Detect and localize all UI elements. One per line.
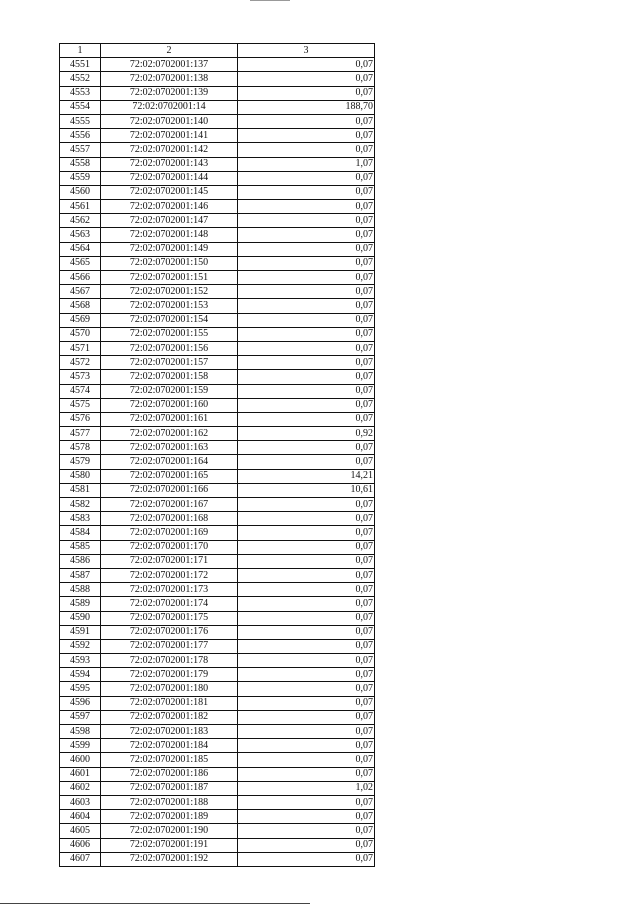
table-row [60,639,375,653]
row-number: 4564 [60,242,101,256]
area-value: 0,07 [238,228,375,242]
row-number: 4575 [60,398,101,412]
area-value: 0,07 [238,114,375,128]
table-row [60,682,375,696]
table-row [60,554,375,568]
row-number: 4596 [60,696,101,710]
area-value: 0,07 [238,654,375,668]
area-value: 0,07 [238,710,375,724]
table-row [60,384,375,398]
table-row [60,412,375,426]
table-row [60,498,375,512]
cadastral-number: 72:02:0702001:148 [101,228,238,242]
table-row [60,427,375,441]
table-row [60,767,375,781]
header-col-1: 1 [60,44,101,58]
row-number: 4600 [60,753,101,767]
table-row [60,838,375,852]
table-row [60,710,375,724]
table-row [60,299,375,313]
row-number: 4560 [60,185,101,199]
table-row [60,469,375,483]
cadastral-number: 72:02:0702001:157 [101,356,238,370]
table-row [60,341,375,355]
table-row [60,313,375,327]
area-value: 0,07 [238,696,375,710]
area-value: 0,07 [238,455,375,469]
area-value: 1,07 [238,157,375,171]
header-col-2: 2 [101,44,238,58]
area-value: 0,07 [238,384,375,398]
cadastral-number: 72:02:0702001:174 [101,597,238,611]
area-value: 0,07 [238,852,375,866]
table-row [60,370,375,384]
cadastral-number: 72:02:0702001:175 [101,611,238,625]
area-value: 0,07 [238,824,375,838]
row-number: 4603 [60,795,101,809]
table-row [60,583,375,597]
row-number: 4569 [60,313,101,327]
cadastral-number: 72:02:0702001:154 [101,313,238,327]
area-value: 0,07 [238,412,375,426]
area-value: 0,07 [238,185,375,199]
table-row [60,781,375,795]
cadastral-number: 72:02:0702001:159 [101,384,238,398]
area-value: 0,07 [238,583,375,597]
table-row [60,455,375,469]
table-row [60,327,375,341]
row-number: 4581 [60,483,101,497]
row-number: 4568 [60,299,101,313]
table-row [60,625,375,639]
row-number: 4554 [60,100,101,114]
cadastral-number: 72:02:0702001:182 [101,710,238,724]
cadastral-number: 72:02:0702001:156 [101,341,238,355]
table-row [60,654,375,668]
cadastral-number: 72:02:0702001:163 [101,441,238,455]
area-value: 0,07 [238,668,375,682]
row-number: 4599 [60,739,101,753]
area-value: 0,07 [238,72,375,86]
row-number: 4578 [60,441,101,455]
cadastral-number: 72:02:0702001:167 [101,498,238,512]
cadastral-number: 72:02:0702001:147 [101,214,238,228]
row-number: 4585 [60,540,101,554]
table-row [60,753,375,767]
area-value: 0,07 [238,725,375,739]
cadastral-number: 72:02:0702001:176 [101,625,238,639]
area-value: 0,07 [238,398,375,412]
area-value: 0,07 [238,58,375,72]
area-value: 0,92 [238,427,375,441]
cadastral-number: 72:02:0702001:166 [101,483,238,497]
cadastral-number: 72:02:0702001:171 [101,554,238,568]
cadastral-number: 72:02:0702001:143 [101,157,238,171]
area-value: 0,07 [238,171,375,185]
cadastral-number: 72:02:0702001:139 [101,86,238,100]
cadastral-number: 72:02:0702001:144 [101,171,238,185]
cadastral-number: 72:02:0702001:192 [101,852,238,866]
row-number: 4597 [60,710,101,724]
cadastral-number: 72:02:0702001:185 [101,753,238,767]
table-row [60,86,375,100]
area-value: 0,07 [238,256,375,270]
cadastral-number: 72:02:0702001:164 [101,455,238,469]
row-number: 4567 [60,285,101,299]
area-value: 0,07 [238,242,375,256]
table-row [60,356,375,370]
cadastral-number: 72:02:0702001:142 [101,143,238,157]
row-number: 4598 [60,725,101,739]
row-number: 4561 [60,200,101,214]
header-col-3: 3 [238,44,375,58]
header-row [60,44,375,58]
row-number: 4566 [60,271,101,285]
cadastral-number: 72:02:0702001:141 [101,129,238,143]
area-value: 188,70 [238,100,375,114]
area-value: 0,07 [238,795,375,809]
row-number: 4606 [60,838,101,852]
area-value: 0,07 [238,200,375,214]
area-value: 0,07 [238,554,375,568]
bottom-rule [0,903,310,904]
table-row [60,242,375,256]
row-number: 4592 [60,639,101,653]
area-value: 0,07 [238,540,375,554]
cadastral-number: 72:02:0702001:173 [101,583,238,597]
cadastral-number: 72:02:0702001:162 [101,427,238,441]
row-number: 4576 [60,412,101,426]
cadastral-number: 72:02:0702001:184 [101,739,238,753]
table-row [60,810,375,824]
table-row [60,824,375,838]
cadastral-number: 72:02:0702001:160 [101,398,238,412]
cadastral-number: 72:02:0702001:149 [101,242,238,256]
land-parcel-table [59,43,375,867]
table-row [60,696,375,710]
area-value: 0,07 [238,682,375,696]
cadastral-number: 72:02:0702001:168 [101,512,238,526]
area-value: 0,07 [238,568,375,582]
cadastral-number: 72:02:0702001:191 [101,838,238,852]
cadastral-number: 72:02:0702001:187 [101,781,238,795]
row-number: 4605 [60,824,101,838]
row-number: 4577 [60,427,101,441]
area-value: 0,07 [238,810,375,824]
cadastral-number: 72:02:0702001:140 [101,114,238,128]
row-number: 4555 [60,114,101,128]
row-number: 4584 [60,526,101,540]
cadastral-number: 72:02:0702001:172 [101,568,238,582]
table-row [60,611,375,625]
table-row [60,185,375,199]
area-value: 0,07 [238,838,375,852]
area-value: 0,07 [238,441,375,455]
cadastral-number: 72:02:0702001:161 [101,412,238,426]
area-value: 0,07 [238,597,375,611]
row-number: 4582 [60,498,101,512]
row-number: 4589 [60,597,101,611]
table-row [60,271,375,285]
table-row [60,72,375,86]
row-number: 4595 [60,682,101,696]
row-number: 4553 [60,86,101,100]
area-value: 0,07 [238,356,375,370]
row-number: 4602 [60,781,101,795]
table-row [60,795,375,809]
area-value: 1,02 [238,781,375,795]
table-row [60,568,375,582]
row-number: 4573 [60,370,101,384]
cadastral-number: 72:02:0702001:181 [101,696,238,710]
row-number: 4579 [60,455,101,469]
area-value: 0,07 [238,313,375,327]
area-value: 0,07 [238,753,375,767]
row-number: 4558 [60,157,101,171]
area-value: 0,07 [238,327,375,341]
cadastral-number: 72:02:0702001:153 [101,299,238,313]
row-number: 4588 [60,583,101,597]
table-row [60,739,375,753]
area-value: 0,07 [238,739,375,753]
table-row [60,668,375,682]
row-number: 4601 [60,767,101,781]
area-value: 0,07 [238,285,375,299]
table-row [60,441,375,455]
cadastral-number: 72:02:0702001:145 [101,185,238,199]
row-number: 4571 [60,341,101,355]
area-value: 0,07 [238,129,375,143]
table-row [60,483,375,497]
table-row [60,526,375,540]
area-value: 0,07 [238,341,375,355]
table-row [60,852,375,866]
area-value: 0,07 [238,625,375,639]
row-number: 4591 [60,625,101,639]
area-value: 0,07 [238,271,375,285]
row-number: 4552 [60,72,101,86]
table-row [60,597,375,611]
row-number: 4594 [60,668,101,682]
cadastral-number: 72:02:0702001:179 [101,668,238,682]
cadastral-number: 72:02:0702001:138 [101,72,238,86]
cadastral-number: 72:02:0702001:177 [101,639,238,653]
cadastral-number: 72:02:0702001:158 [101,370,238,384]
cadastral-number: 72:02:0702001:169 [101,526,238,540]
cadastral-number: 72:02:0702001:14 [101,100,238,114]
row-number: 4557 [60,143,101,157]
area-value: 14,21 [238,469,375,483]
area-value: 0,07 [238,498,375,512]
cadastral-number: 72:02:0702001:189 [101,810,238,824]
cadastral-number: 72:02:0702001:190 [101,824,238,838]
row-number: 4580 [60,469,101,483]
cadastral-number: 72:02:0702001:155 [101,327,238,341]
area-value: 0,07 [238,512,375,526]
table-row [60,285,375,299]
area-value: 0,07 [238,214,375,228]
table-row [60,157,375,171]
row-number: 4565 [60,256,101,270]
table-row [60,228,375,242]
cadastral-number: 72:02:0702001:183 [101,725,238,739]
cadastral-number: 72:02:0702001:170 [101,540,238,554]
cadastral-number: 72:02:0702001:180 [101,682,238,696]
area-value: 0,07 [238,526,375,540]
row-number: 4563 [60,228,101,242]
cadastral-number: 72:02:0702001:150 [101,256,238,270]
cadastral-number: 72:02:0702001:137 [101,58,238,72]
cadastral-number: 72:02:0702001:188 [101,795,238,809]
table-row [60,100,375,114]
table-row [60,512,375,526]
row-number: 4572 [60,356,101,370]
cadastral-number: 72:02:0702001:186 [101,767,238,781]
table-row [60,540,375,554]
area-value: 0,07 [238,299,375,313]
row-number: 4570 [60,327,101,341]
row-number: 4559 [60,171,101,185]
cadastral-number: 72:02:0702001:178 [101,654,238,668]
area-value: 0,07 [238,611,375,625]
row-number: 4607 [60,852,101,866]
cadastral-number: 72:02:0702001:165 [101,469,238,483]
table-row [60,129,375,143]
row-number: 4587 [60,568,101,582]
row-number: 4562 [60,214,101,228]
area-value: 10,61 [238,483,375,497]
table-row [60,58,375,72]
row-number: 4583 [60,512,101,526]
row-number: 4604 [60,810,101,824]
table-row [60,725,375,739]
row-number: 4586 [60,554,101,568]
cadastral-number: 72:02:0702001:146 [101,200,238,214]
table-row [60,214,375,228]
area-value: 0,07 [238,639,375,653]
area-value: 0,07 [238,143,375,157]
row-number: 4574 [60,384,101,398]
row-number: 4556 [60,129,101,143]
table-row [60,256,375,270]
table-row [60,143,375,157]
area-value: 0,07 [238,370,375,384]
cadastral-number: 72:02:0702001:152 [101,285,238,299]
table-row [60,398,375,412]
scan-mark-top [250,0,290,1]
area-value: 0,07 [238,767,375,781]
row-number: 4590 [60,611,101,625]
table-row [60,114,375,128]
table-row [60,200,375,214]
row-number: 4593 [60,654,101,668]
table-row [60,171,375,185]
area-value: 0,07 [238,86,375,100]
row-number: 4551 [60,58,101,72]
cadastral-number: 72:02:0702001:151 [101,271,238,285]
